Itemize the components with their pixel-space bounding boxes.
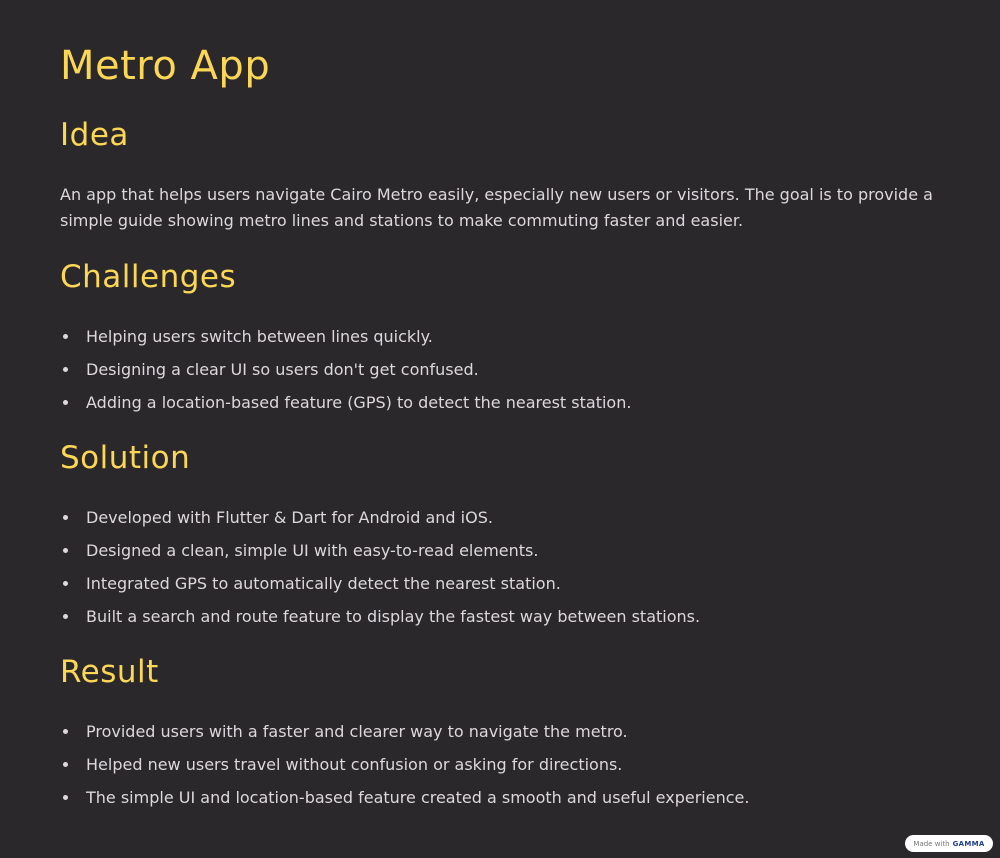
challenges-item-text: Helping users switch between lines quickly. — [86, 327, 433, 346]
challenges-item — [60, 320, 631, 353]
solution-item — [60, 501, 700, 534]
bullet-icon — [63, 400, 68, 405]
badge-label: Made with — [913, 839, 950, 848]
bullet-icon — [63, 334, 68, 339]
challenges-item — [60, 353, 631, 386]
bullet-icon — [63, 581, 68, 586]
solution-item-text: Built a search and route feature to display the fastest way between stations. — [86, 607, 701, 626]
bullet-icon — [63, 762, 68, 767]
bullet-icon — [63, 795, 68, 800]
bullet-icon — [63, 614, 68, 619]
challenges-item — [60, 386, 631, 419]
gamma-logo: GAMMA — [952, 839, 985, 848]
result-item-text: Helped new users travel without confusion or asking for directions. — [86, 755, 623, 774]
bullet-icon — [63, 515, 68, 520]
result-item — [60, 748, 749, 781]
bullet-icon — [63, 367, 68, 372]
result-item — [60, 781, 749, 814]
solution-item-text: Integrated GPS to automatically detect the nearest station. — [86, 574, 561, 593]
result-heading: Result — [60, 654, 159, 690]
idea-paragraph: An app that helps users navigate Cairo Metro easily, especially new users or visitors. The goal is to provide a simple guide showing metro lines and stations to make commuting faster and easier. — [60, 185, 933, 230]
solution-item — [60, 600, 700, 633]
result-item-text: The simple UI and location-based feature created a smooth and useful experience. — [86, 788, 750, 807]
idea-heading: Idea — [60, 117, 129, 153]
challenges-item-text: Designing a clear UI so users don't get confused. — [86, 360, 479, 379]
solution-item-text: Designed a clean, simple UI with easy-to-read elements. — [86, 541, 539, 560]
result-list — [60, 715, 749, 814]
challenges-item-text: Adding a location-based feature (GPS) to detect the nearest station. — [86, 393, 632, 412]
solution-list — [60, 501, 700, 633]
bullet-icon — [63, 548, 68, 553]
solution-item — [60, 534, 700, 567]
solution-item-text: Developed with Flutter & Dart for Android and iOS. — [86, 508, 493, 527]
result-item-text: Provided users with a faster and clearer way to navigate the metro. — [86, 722, 628, 741]
page-title: Metro App — [60, 43, 271, 89]
challenges-heading: Challenges — [60, 259, 237, 295]
result-item — [60, 715, 749, 748]
solution-heading: Solution — [60, 440, 191, 476]
challenges-list — [60, 320, 631, 419]
bullet-icon — [63, 729, 68, 734]
made-with-gamma-badge[interactable] — [905, 835, 993, 852]
solution-item — [60, 567, 700, 600]
